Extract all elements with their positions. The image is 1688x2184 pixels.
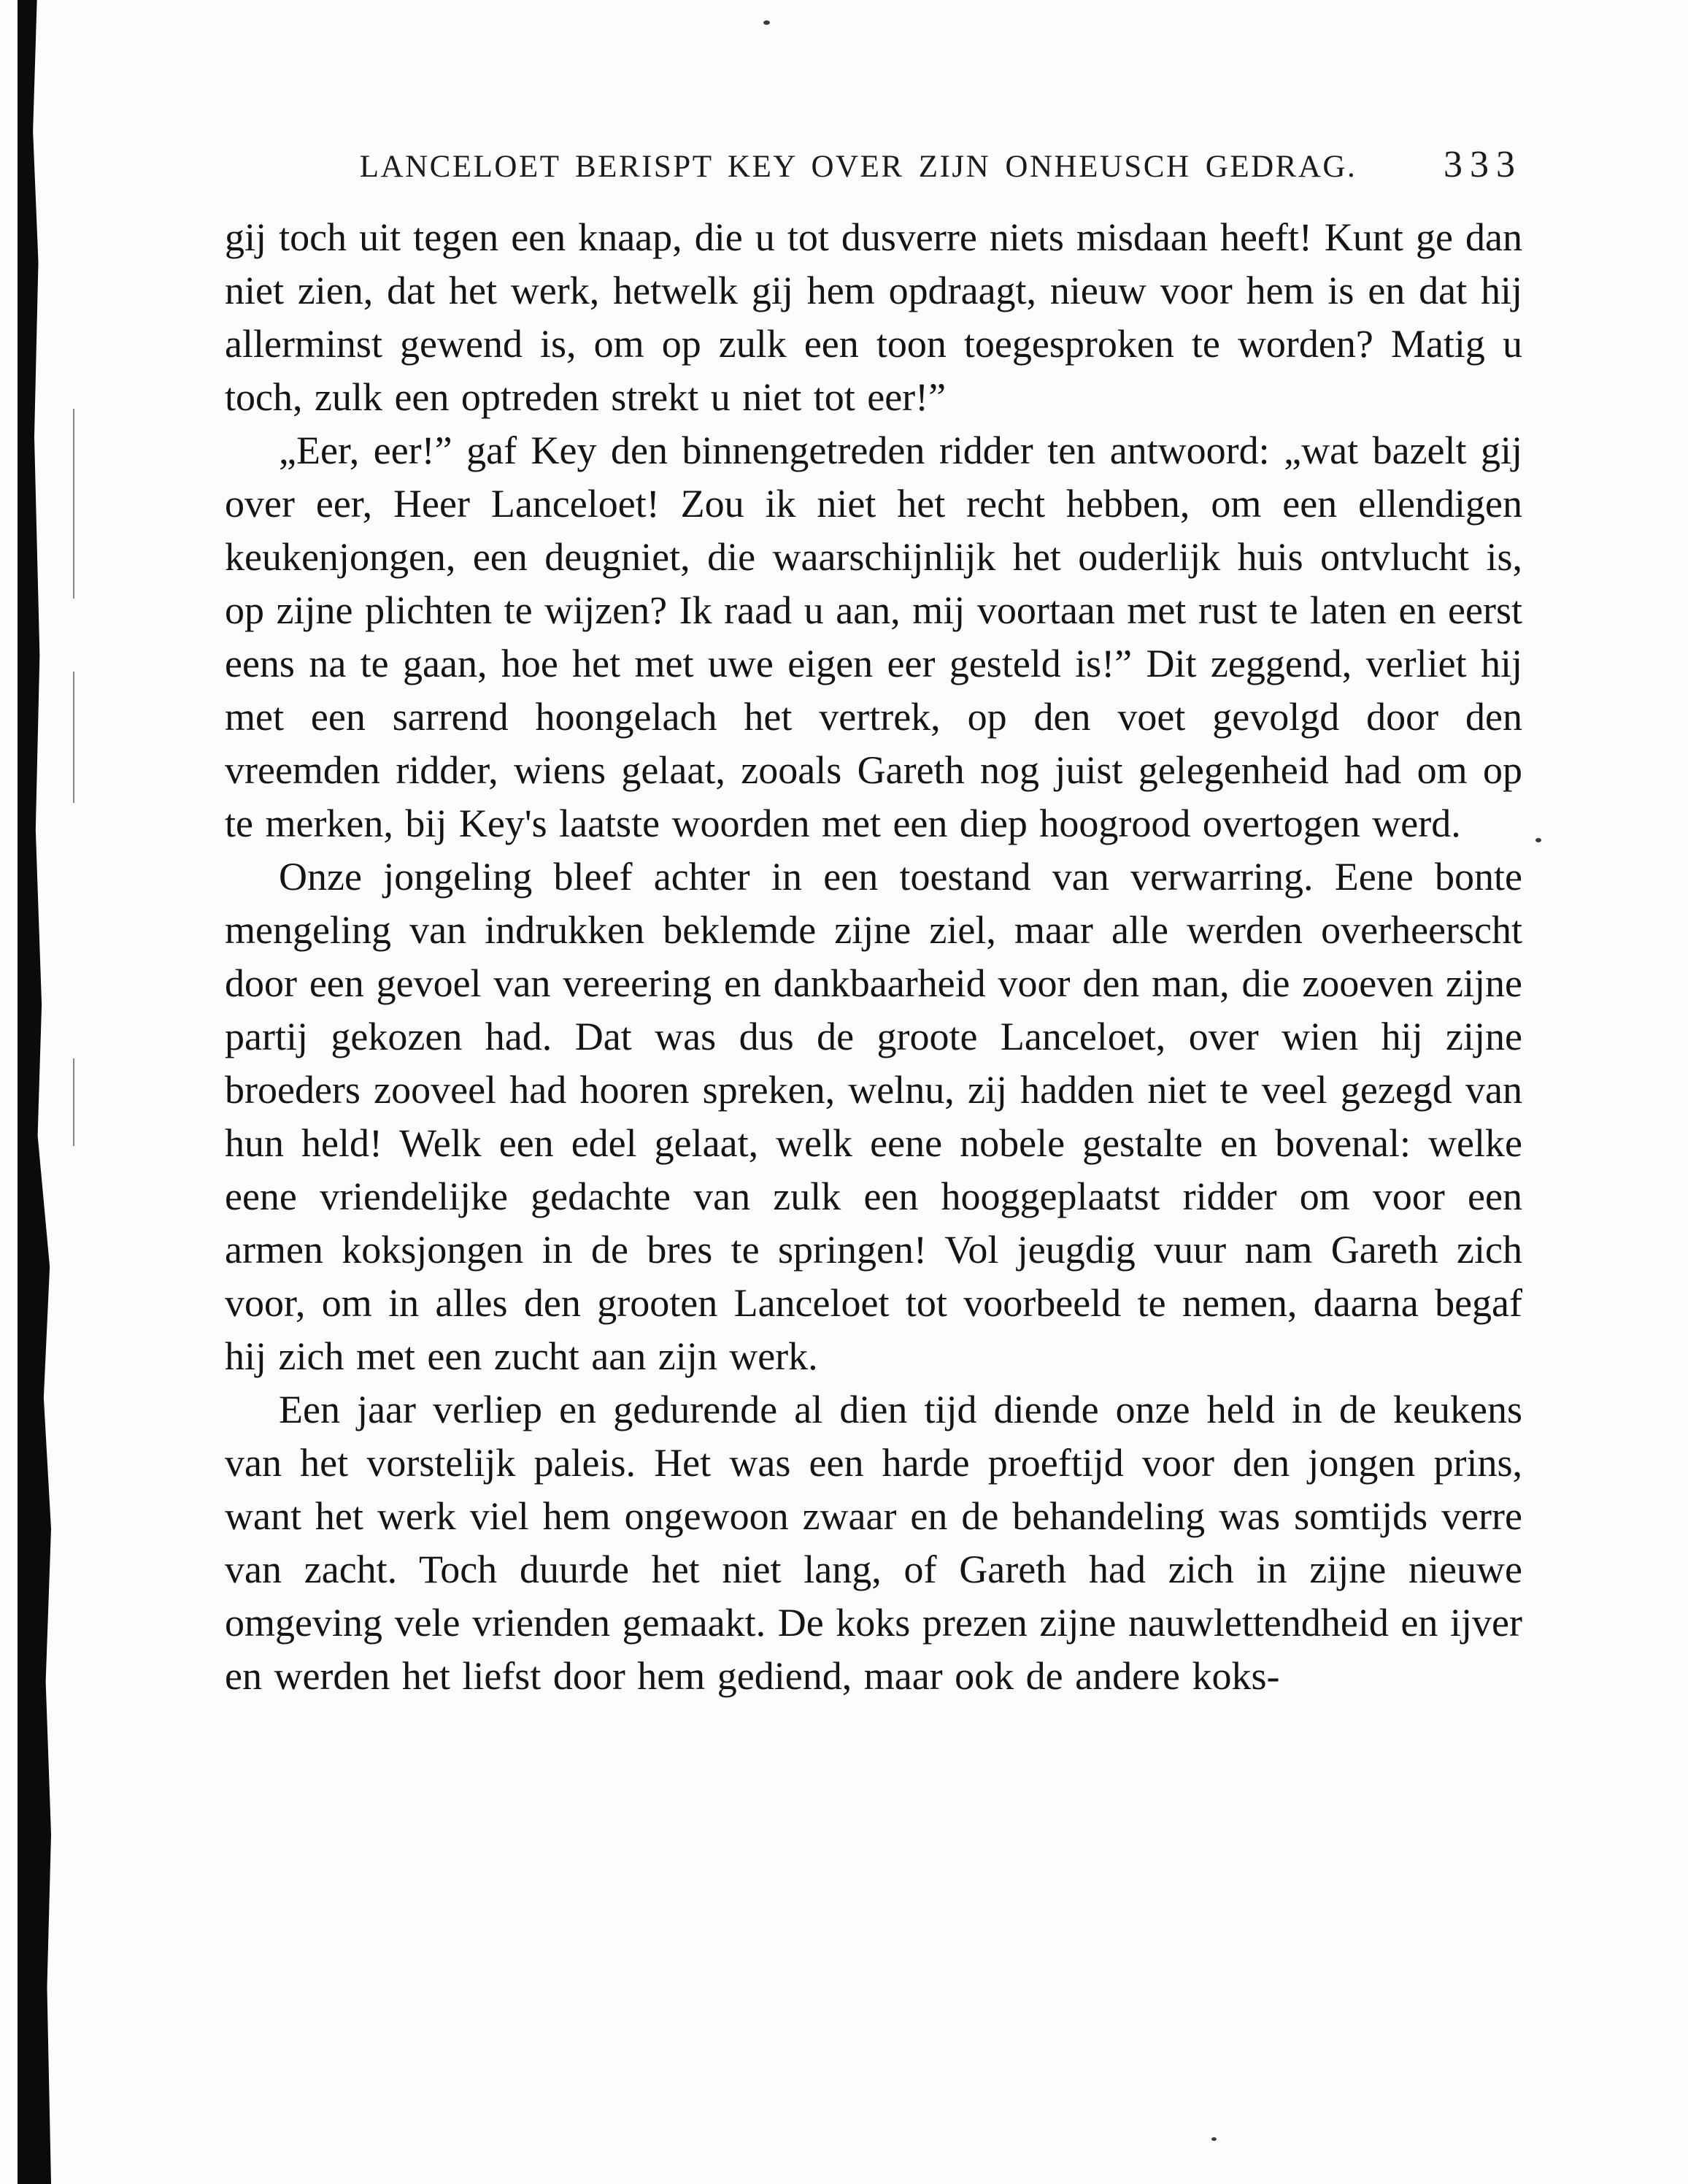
scan-hairline — [73, 409, 74, 599]
paragraph-gareth-reflection: Onze jongeling bleef achter in een toestand van verwarring. Eene bonte mengeling van indrukken beklemde zijne ziel, maar alle werden overheerscht door een gevoel van vereering en dankbaarheid voor den man, die zooeven zijne partij gekozen had. Dat was dus de groote Lanceloet, over wien hij zijne broeders zooveel had hooren spreken, welnu, zij hadden niet te veel gezegd van hun held! Welk een edel gelaat, welk eene nobele gestalte en bovenal: welke eene vriendelijke gedachte van zulk een hooggeplaatst ridder om voor een armen koksjongen in de bres te springen! Vol jeugdig vuur nam Gareth zich voor, om in alles den grooten Lanceloet tot voorbeeld te nemen, daarna begaf hij zich met een zucht aan zijn werk. — [225, 855, 1522, 1378]
page-header — [225, 143, 1522, 186]
scan-binding-bar — [18, 0, 51, 2184]
scan-hairline — [73, 672, 74, 803]
scan-hairline — [73, 1058, 74, 1146]
paragraph-year-passes: Een jaar verliep en gedurende al dien tijd diende onze held in de keukens van het vorstelijk paleis. Het was een harde proeftijd voor den jongen prins, want het werk viel hem ongewoon zwaar en de behandeling was somtijds verre van zacht. Toch duurde het niet lang, of Gareth had zich in zijne nieuwe omgeving vele vrienden gemaakt. De koks prezen zijne nauwlettendheid en ijver en werden het liefst door hem gediend, maar ook de andere koks- — [225, 1388, 1522, 1698]
scan-speck — [1211, 2137, 1217, 2141]
paragraph-key-reply: „Eer, eer!” gaf Key den binnengetreden ridder ten antwoord: „wat bazelt gij over eer, Heer Lanceloet! Zou ik niet het recht hebben, om een ellendigen keukenjongen, een deugniet, die waarschijnlijk het ouderlijk huis ontvlucht is, op zijne plichten te wijzen? Ik raad u aan, mij voortaan met rust te laten en eerst eens na te gaan, hoe het met uwe eigen eer gesteld is!” Dit zeggend, verliet hij met een sarrend hoongelach het vertrek, op den voet gevolgd door den vreemden ridder, wiens gelaat, zooals Gareth nog juist gelegenheid had om op te merken, bij Key's laatste woorden met een diep hoogrood overtogen werd. — [225, 428, 1522, 845]
scan-speck — [1535, 838, 1541, 842]
page-number: 333 — [1444, 144, 1522, 185]
running-title: LANCELOET BERISPT KEY OVER ZIJN ONHEUSCH GEDRAG. — [359, 150, 1357, 184]
paragraph-continuation: gij toch uit tegen een knaap, die u tot dusverre niets misdaan heeft! Kunt ge dan niet zien, dat het werk, hetwelk gij hem opdraagt, nieuw voor hem is en dat hij allerminst gewend is, om op zulk een toon toegesproken te worden? Matig u toch, zulk een optreden strekt u niet tot eer!” — [225, 215, 1522, 419]
text-block — [225, 143, 1522, 1703]
scan-speck — [763, 20, 770, 25]
